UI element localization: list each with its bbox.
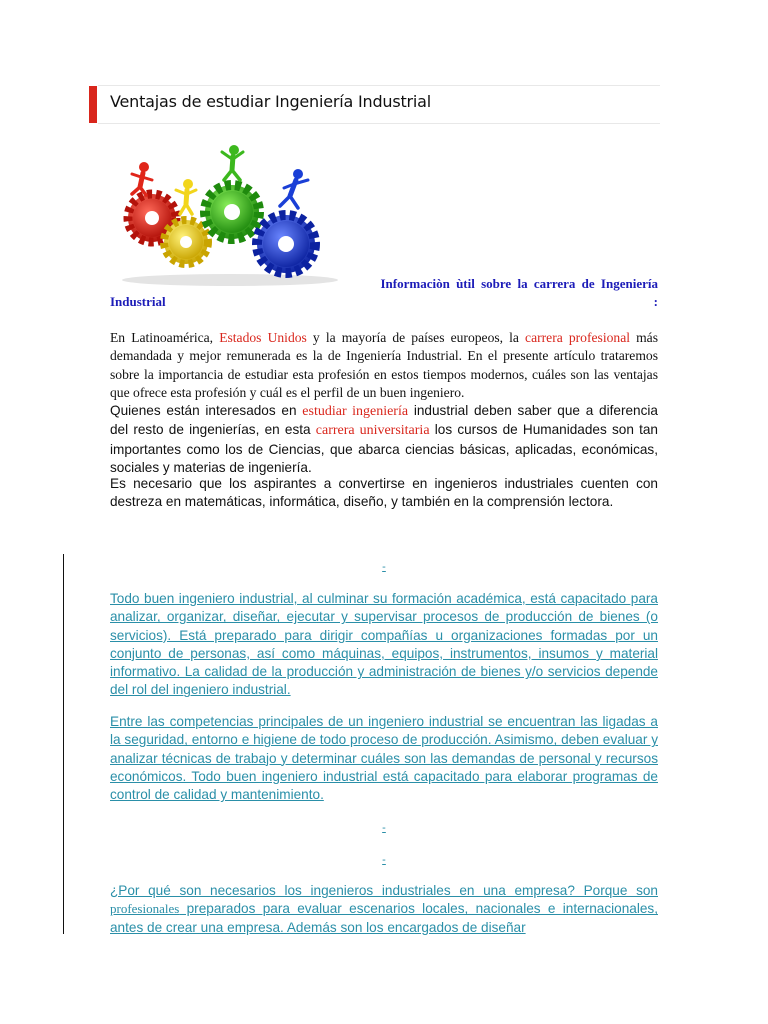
green-gear-icon xyxy=(205,185,259,239)
para-por-que-text-2: preparados para evaluar escenarios locales, nacionales e internacionales, antes de crear una empresa. Además son los encargados de diseñar xyxy=(110,901,658,935)
blue-gear-icon xyxy=(257,215,315,273)
blue-figure-icon xyxy=(280,169,308,208)
link-paragraph-formacion[interactable]: Todo buen ingeniero industrial, al culminar su formación académica, está capacitado para analizar, organizar, diseñar, ejecutar y supervisar procesos de producción de bienes (o servicios). Está preparado para dirigir compañías u organizaciones formadas por un conjunto de personas, así como máquinas, equipos, instrumentos, insumos y material informativo. La calidad de la producción y administración de bienes y/o servicios depende del rol del ingeniero industrial. xyxy=(110,591,658,698)
link-estudiar-ingenieria[interactable]: estudiar ingeniería xyxy=(302,404,409,419)
page-title: Ventajas de estudiar Ingeniería Industrial xyxy=(110,92,432,111)
link-paragraph-por-que[interactable] xyxy=(110,882,658,937)
link-estados-unidos[interactable]: Estados Unidos xyxy=(219,330,307,345)
info-heading-colon: : xyxy=(653,294,658,309)
paragraph-interesados xyxy=(110,402,658,477)
gears-with-people-icon xyxy=(110,142,340,288)
title-bottom-divider xyxy=(98,123,660,124)
link-paragraph-competencias[interactable]: Entre las competencias principales de un ingeniero industrial se encuentran las ligadas a la seguridad, entorno e higiene de todo proceso de producción. Asimismo, deben evaluar y analizar técnicas de trabajo y determinar cuáles son las demandas de personal y recursos económicos. Todo buen ingeniero industrial está capacitado para elaborar programas de control de calidad y mantenimiento. xyxy=(110,714,658,803)
info-heading-line1: Informaciòn ùtil sobre la carrera de Ingeniería xyxy=(380,276,658,291)
separator-dash-1[interactable]: - xyxy=(382,561,386,573)
link-carrera-universitaria[interactable]: carrera universitaria xyxy=(315,423,430,439)
para2-text-1: Quienes están interesados en xyxy=(110,403,303,418)
info-heading-word: Industrial xyxy=(110,294,166,309)
intro-text-3: más demandada y mejor remunerada es la de Ingeniería Industrial. En el presente artículo trataremos sobre la importancia de estudiar esta profesión en estos tiempos modernos, cuáles son las ventajas que ofrece esta profesión y cuál es el perfil de un buen ingeniero. xyxy=(110,330,659,400)
yellow-figure-icon xyxy=(176,179,196,214)
intro-text-1: En Latinoamérica, xyxy=(110,330,220,345)
link-carrera-profesional[interactable]: carrera profesional xyxy=(525,330,631,345)
left-margin-line xyxy=(63,554,64,934)
para-por-que-text-1: ¿Por qué son necesarios los ingenieros industriales en una empresa? Porque son xyxy=(110,883,658,898)
para2-text-2: industrial deben saber que a diferencia del resto de ingenierías, en esta xyxy=(110,403,658,438)
green-figure-icon xyxy=(222,145,243,180)
info-heading-line2 xyxy=(110,294,658,310)
para2-text-3: los cursos de Humanidades son tan importantes como los de Ciencias, que abarca ciencias básicas, aplicadas, económicas, sociales y materias de ingeniería. xyxy=(110,422,658,475)
intro-paragraph xyxy=(110,329,658,402)
separator-dash-2[interactable]: - xyxy=(382,822,386,834)
link-profesionales[interactable]: profesionales xyxy=(110,901,180,917)
separator-dash-3[interactable]: - xyxy=(382,854,386,866)
intro-text-2: y la mayoría de países europeos, la xyxy=(306,330,526,345)
yellow-gear-icon xyxy=(164,220,208,264)
paragraph-aspirantes: Es necesario que los aspirantes a convertirse en ingenieros industriales cuenten con destreza en matemáticas, informática, diseño, y también en la comprensión lectora. xyxy=(110,476,658,510)
title-accent-bar xyxy=(89,86,97,123)
title-top-divider xyxy=(98,85,660,86)
